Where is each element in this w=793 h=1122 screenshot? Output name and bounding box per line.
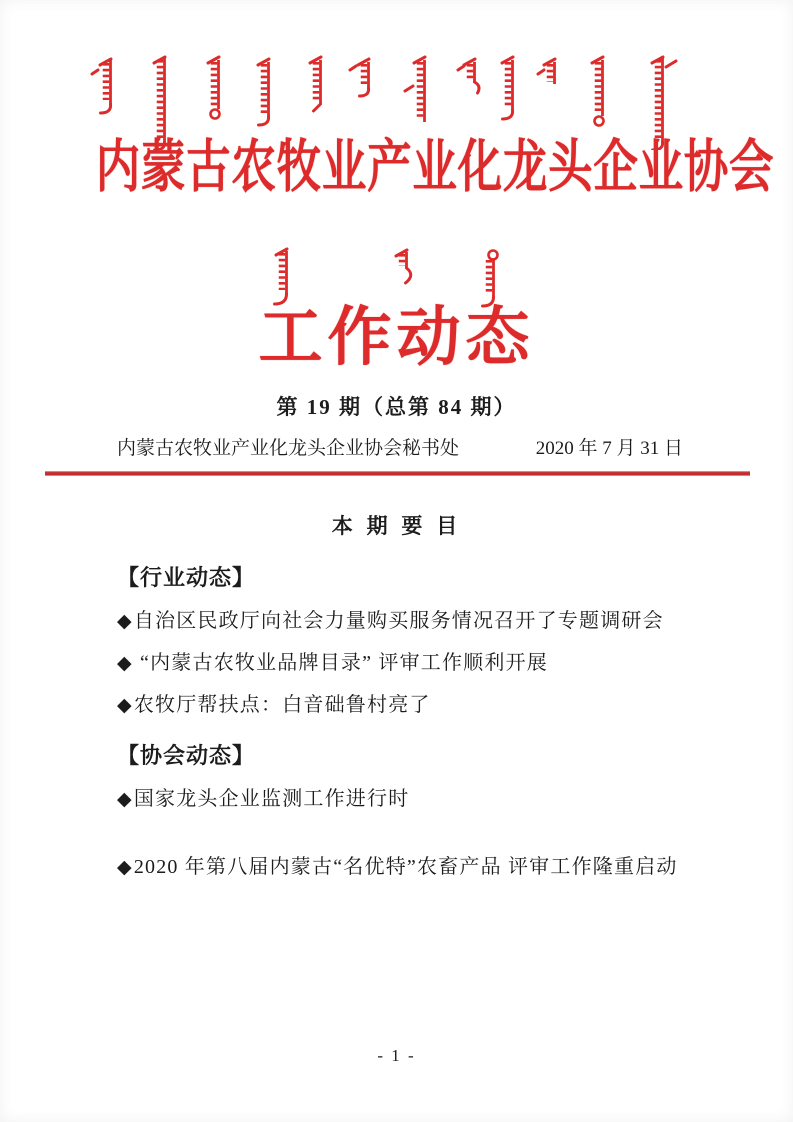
toc-item: [117, 846, 678, 888]
toc-item-text: 2020 年第八届内蒙古“名优特”农畜产品 评审工作隆重启动: [133, 856, 678, 878]
diamond-bullet-icon: ◆: [117, 788, 133, 810]
section-heading-industry: 【行业动态】: [117, 565, 256, 590]
page-number: - 1 -: [377, 1046, 416, 1065]
diamond-bullet-icon: ◆: [117, 856, 133, 878]
toc-item: [117, 786, 678, 812]
toc-title: 本 期 要 目: [331, 515, 462, 538]
diamond-bullet-icon: ◆: [117, 652, 133, 674]
publication-date: 2020 年 7 月 31 日: [535, 438, 683, 459]
diamond-bullet-icon: ◆: [117, 610, 133, 632]
toc-item: [117, 650, 678, 676]
toc-item-text: 自治区民政厅向社会力量购买服务情况召开了专题调研会: [133, 610, 664, 632]
diamond-bullet-icon: ◆: [117, 694, 133, 716]
mongolian-script-subtitle-icon: [0, 246, 793, 308]
toc-item-text: 农牧厅帮扶点：白音础鲁村亮了: [133, 694, 431, 716]
org-name-title: 内蒙古农牧业产业化龙头企业协会: [95, 136, 775, 199]
section-heading-association: 【协会动态】: [117, 743, 256, 768]
toc-item: [117, 692, 678, 718]
journal-title: 工作动态: [258, 302, 535, 373]
red-divider: [45, 471, 750, 476]
publisher-name: 内蒙古农牧业产业化龙头企业协会秘书处: [117, 438, 460, 459]
toc-item-text: 国家龙头企业监测工作进行时: [133, 788, 410, 810]
issue-number-line: 第 19 期（总第 84 期）: [276, 395, 517, 419]
byline-row: [0, 436, 793, 461]
toc-item: [117, 608, 678, 634]
toc-item-text: “内蒙古农牧业品牌目录” 评审工作顺利开展: [133, 652, 548, 674]
